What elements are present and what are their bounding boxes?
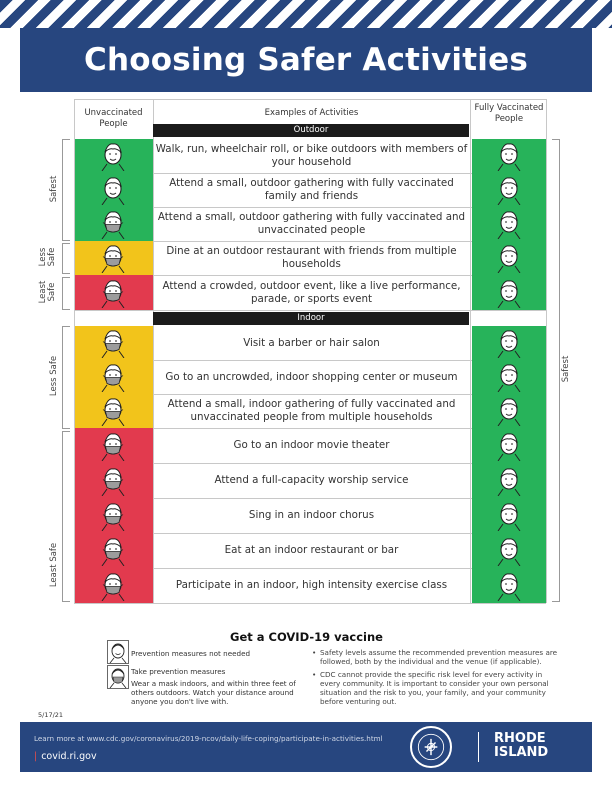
- section-indoor: Indoor: [153, 312, 469, 325]
- brand-line-1: RHODE: [494, 731, 546, 746]
- footer-website-link[interactable]: | covid.ri.gov: [34, 751, 97, 762]
- notes: [312, 648, 562, 710]
- vaccinated-person-icon: [495, 362, 523, 392]
- legend-face-no-mask-icon: [107, 640, 129, 664]
- label-right-safest: Safest: [561, 355, 571, 383]
- label-less-safe-outdoor: Less Safe: [38, 247, 57, 267]
- activity-text: Attend a small, outdoor gathering with fully vaccinated and unvaccinated people: [157, 211, 466, 236]
- rhode-island-logo: [494, 732, 548, 760]
- bracket-safest: [62, 139, 70, 241]
- unvaccinated-person-icon: [99, 175, 127, 205]
- vaccinated-person-icon: [495, 396, 523, 426]
- unvaccinated-person-icon: [99, 431, 127, 461]
- unvaccinated-person-icon: [99, 571, 127, 601]
- unvaccinated-person-icon: [99, 396, 127, 426]
- label-safest: Safest: [49, 175, 59, 203]
- date-stamp: 5/17/21: [38, 711, 64, 719]
- activity-text: Go to an indoor movie theater: [233, 439, 390, 451]
- section-outdoor: Outdoor: [153, 124, 469, 137]
- label-less-safe-indoor: Less Safe: [49, 355, 59, 397]
- unvaccinated-person-icon: [99, 278, 127, 308]
- row-divider: [74, 603, 546, 604]
- vaccinated-person-icon: [495, 175, 523, 205]
- note-item: • CDC cannot provide the specific risk level for every activity in every community. It is important to consider your own personal situation and the risk to you, your family, and your community before venturing out.: [312, 670, 562, 706]
- unvaccinated-person-icon: [99, 362, 127, 392]
- activity-text: Attend a crowded, outdoor event, like a live performance, parade, or sports event: [162, 279, 461, 305]
- state-seal-icon: [410, 726, 452, 768]
- activity-text: Visit a barber or hair salon: [243, 336, 380, 349]
- activity-text: Attend a full-capacity worship service: [214, 474, 409, 486]
- bracket-least-safe-outdoor: [62, 277, 70, 310]
- bracket-right-safest: [552, 139, 560, 602]
- legend-face-mask-icon: [107, 665, 129, 689]
- vaccinated-person-icon: [495, 278, 523, 308]
- unvaccinated-person-icon: [99, 536, 127, 566]
- activity-text: Walk, run, wheelchair roll, or bike outdoors with members of your household: [155, 143, 468, 168]
- vaccinated-person-icon: [495, 571, 523, 601]
- vaccinated-person-icon: [495, 243, 523, 273]
- activity-text: Sing in an indoor chorus: [248, 509, 375, 521]
- bracket-less-safe-indoor: [62, 326, 70, 429]
- vaccinated-person-icon: [495, 466, 523, 496]
- vaccinated-person-icon: [495, 209, 523, 239]
- header-vaccinated: Fully Vaccinated People: [474, 103, 544, 124]
- activity-text: Eat at an indoor restaurant or bar: [224, 544, 399, 556]
- label-least-safe-indoor: Least Safe: [49, 542, 59, 588]
- column-divider: [546, 99, 547, 603]
- note-item: • Safety levels assume the recommended prevention measures are followed, both by the individual and the venue (if applicable).: [312, 648, 562, 666]
- unvaccinated-person-icon: [99, 466, 127, 496]
- activity-text: Attend a small, outdoor gathering with fully vaccinated family and friends: [169, 177, 454, 202]
- column-divider: [470, 99, 471, 603]
- legend-no-measures: Prevention measures not needed: [131, 649, 251, 658]
- activity-text: Participate in an indoor, high intensity exercise class: [175, 579, 448, 591]
- unvaccinated-person-icon: [99, 141, 127, 171]
- unvaccinated-person-icon: [99, 501, 127, 531]
- vaccinated-person-icon: [495, 501, 523, 531]
- page-title: Choosing Safer Activities: [84, 42, 528, 78]
- unvaccinated-person-icon: [99, 328, 127, 358]
- activity-text: Go to an uncrowded, indoor shopping center or museum: [165, 370, 458, 383]
- column-divider: [74, 99, 75, 603]
- column-divider: [153, 99, 154, 603]
- activity-text: Attend a small, indoor gathering of fully vaccinated and unvaccinated people from multiple households: [167, 398, 456, 423]
- footer-website-text: covid.ri.gov: [41, 751, 97, 762]
- unvaccinated-person-icon: [99, 209, 127, 239]
- vaccinated-person-icon: [495, 431, 523, 461]
- table-top-border: [74, 99, 546, 100]
- header-unvaccinated: Unvaccinated People: [84, 108, 143, 129]
- brand-line-2: ISLAND: [494, 745, 549, 760]
- bracket-less-safe-outdoor: [62, 243, 70, 274]
- row-divider: [74, 310, 546, 311]
- bracket-least-safe-indoor: [62, 431, 70, 602]
- footer: [20, 722, 592, 772]
- header-examples: Examples of Activities: [264, 108, 359, 118]
- activity-text: Dine at an outdoor restaurant with friends from multiple households: [166, 245, 457, 270]
- unvaccinated-person-icon: [99, 243, 127, 273]
- footer-learn-more-link[interactable]: Learn more at www.cdc.gov/coronavirus/2019-ncov/daily-life-coping/participate-in-activities.html: [34, 734, 383, 743]
- vaccine-heading: Get a COVID-19 vaccine: [230, 630, 383, 644]
- vaccinated-person-icon: [495, 536, 523, 566]
- header-stripes: [0, 0, 612, 28]
- vaccinated-person-icon: [495, 328, 523, 358]
- title-banner: [20, 28, 592, 92]
- label-least-safe-outdoor: Least Safe: [38, 280, 57, 304]
- legend-take-measures-detail: Wear a mask indoors, and within three feet of others outdoors. Watch your distance around anyone you don't live with.: [131, 679, 296, 706]
- legend-take-measures: Take prevention measures: [131, 667, 226, 676]
- vaccinated-person-icon: [495, 141, 523, 171]
- footer-divider: [478, 732, 479, 762]
